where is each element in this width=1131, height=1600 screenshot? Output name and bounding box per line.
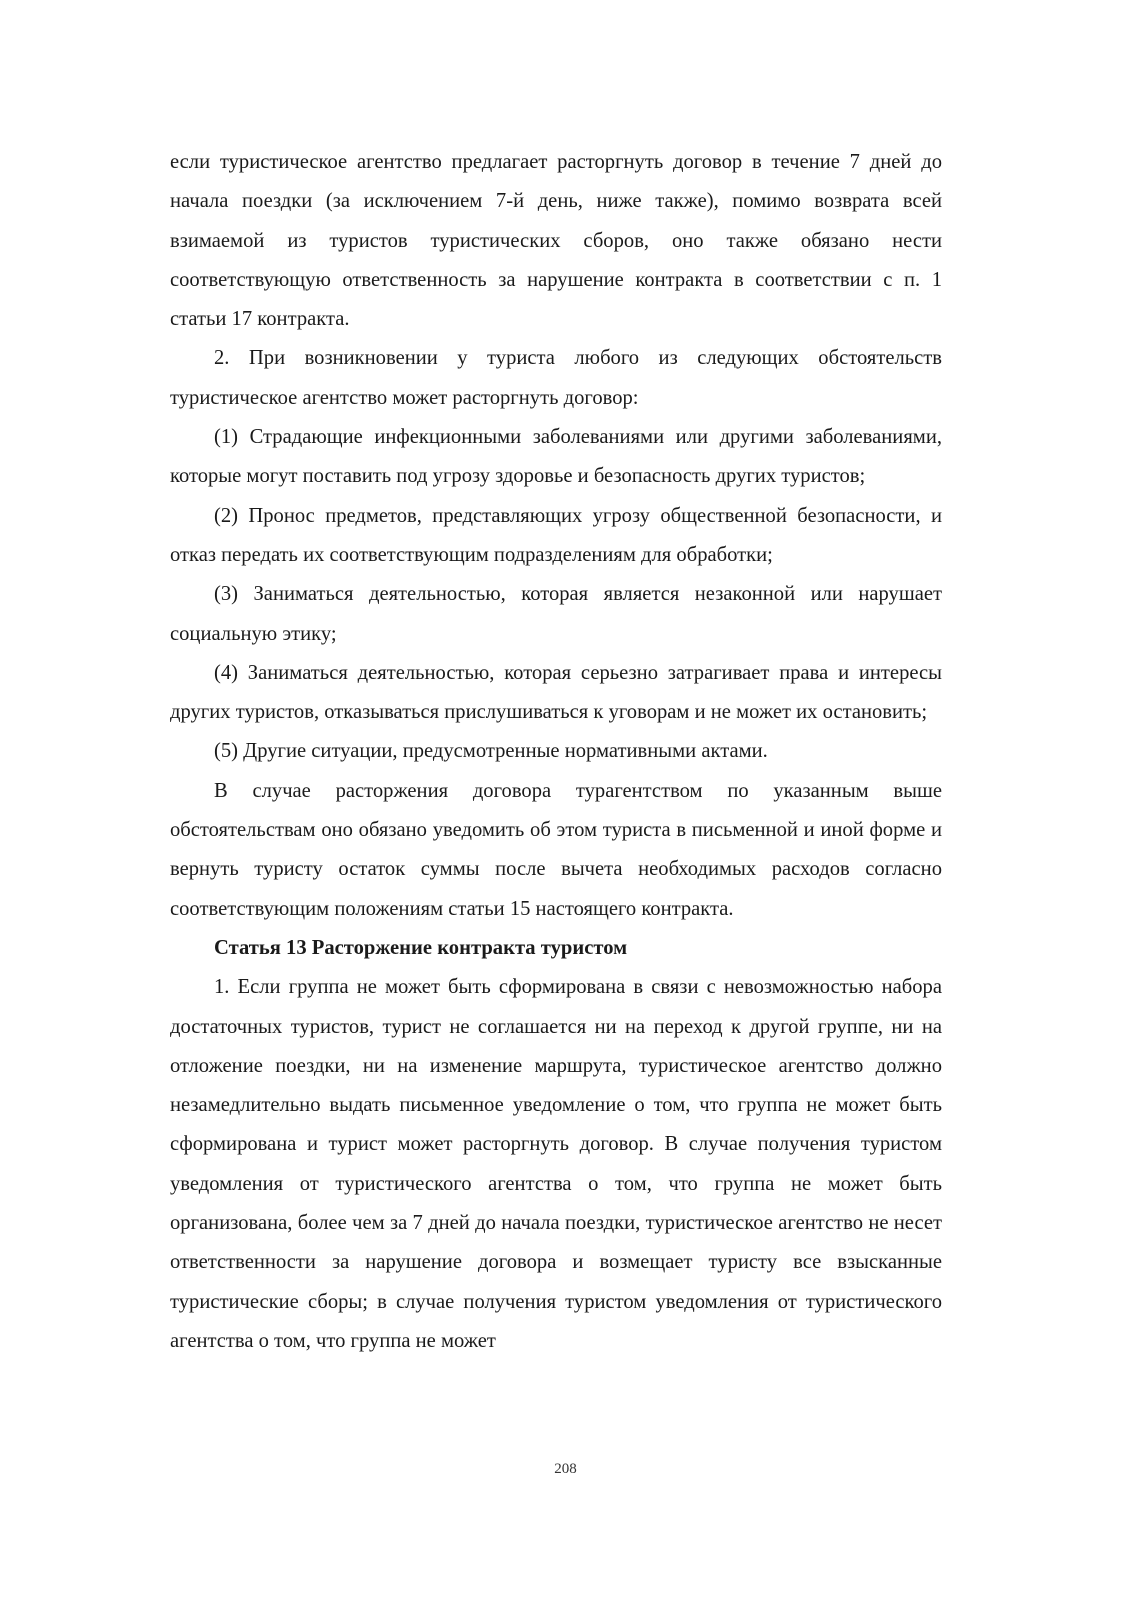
- paragraph-clause-2: 2. При возникновении у туриста любого из следующих обстоятельств туристическое агентство может расторгнуть договор:: [170, 347, 942, 409]
- list-item-1: (1) Страдающие инфекционными заболеваниями или другими заболеваниями, которые могут поставить под угрозу здоровье и безопасность других туристов;: [170, 426, 942, 488]
- list-item-3: (3) Заниматься деятельностью, которая является незаконной или нарушает социальную этику;: [170, 583, 942, 645]
- paragraph-continuation: если туристическое агентство предлагает расторгнуть договор в течение 7 дней до начала поездки (за исключением 7-й день, ниже также), помимо возврата всей взимаемой из туристов туристических сборов, оно также обязано нести соответствующую ответственность за нарушение контракта в соответствии с п. 1 статьи 17 контракта.: [170, 151, 942, 331]
- document-body: [170, 143, 942, 1361]
- paragraph-termination-notice: В случае расторжения договора турагентством по указанным выше обстоятельствам оно обязано уведомить об этом туриста в письменной и иной форме и вернуть туристу остаток суммы после вычета необходимых расходов согласно соответствующим положениям статьи 15 настоящего контракта.: [170, 779, 942, 920]
- list-item-4: (4) Заниматься деятельностью, которая серьезно затрагивает права и интересы других туристов, отказываться прислушиваться к уговорам и не может их остановить;: [170, 661, 942, 724]
- article-heading: Статья 13 Расторжение контракта туристом: [214, 936, 628, 959]
- list-item-5: (5) Другие ситуации, предусмотренные нормативными актами.: [214, 740, 768, 763]
- list-item-2: (2) Пронос предметов, представляющих угрозу общественной безопасности, и отказ передать их соответствующим подразделениям для обработки;: [170, 504, 942, 566]
- page-number: 208: [554, 1461, 577, 1477]
- paragraph-clause-1: 1. Если группа не может быть сформирована в связи с невозможностью набора достаточных туристов, турист не соглашается ни на переход к другой группе, ни на отложение поездки, ни на изменение маршрута, туристическое агентство должно незамедлительно выдать письменное уведомление о том, что группа не может быть сформирована и турист может расторгнуть договор. В случае получения туристом уведомления от туристического агентства о том, что группа не может быть организована, более чем за 7 дней до начала поездки, туристическое агентство не несет ответственности за нарушение договора и возмещает туристу все взысканные туристические сборы; в случае получения туристом уведомления от туристического агентства о том, что группа не может: [170, 976, 942, 1352]
